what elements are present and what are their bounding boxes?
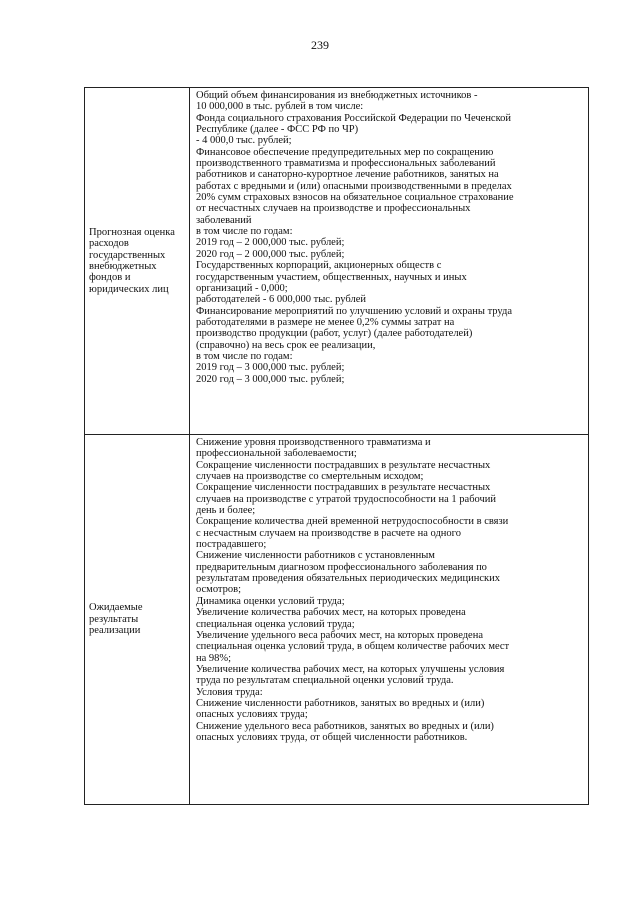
label-cell: [85, 88, 190, 435]
text-line: профессиональной заболеваемости;: [196, 448, 357, 460]
content-cell: [190, 88, 589, 435]
text-line: - 4 000,0 тыс. рублей;: [196, 135, 292, 147]
text-line: день и более;: [196, 505, 256, 517]
row-label-forecast-expenses: Прогнозная оценка расходов государственных внебюджетных фондов и юридических лиц: [89, 226, 175, 295]
table-row-forecast-expenses: [85, 88, 589, 435]
text-line: организаций - 0,000;: [196, 282, 288, 294]
text-line: предварительным диагнозом профессионального заболевания по: [196, 561, 487, 573]
text-line: опасных условиях труда;: [196, 709, 308, 721]
text-line: труда по результатам специальной оценки условий труда.: [196, 675, 454, 687]
text-line: Сокращение количества дней временной нетрудоспособности в связи: [196, 516, 509, 528]
text-line: Увеличение удельного веса рабочих мест, на которых проведена: [196, 629, 483, 641]
text-line: работников и санаторно-курортное лечение работников, занятых на: [196, 169, 499, 181]
label-cell: [85, 435, 190, 805]
row-label-expected-results: Ожидаемые результаты реализации: [89, 602, 143, 637]
text-line: 2019 год – 2 000,000 тыс. рублей;: [196, 237, 345, 249]
text-line: Динамика оценки условий труда;: [196, 595, 345, 607]
text-line: 2020 год – 3 000,000 тыс. рублей;: [196, 373, 345, 385]
funding-text: [190, 88, 588, 389]
text-line: Снижение уровня производственного травматизма и: [196, 437, 431, 448]
text-line: специальная оценка условий труда;: [196, 618, 355, 630]
text-line: Фонда социального страхования Российской Федерации по Чеченской: [196, 112, 512, 124]
table-row-expected-results: [85, 435, 589, 805]
text-line: Государственных корпораций, акционерных обществ с: [196, 260, 442, 272]
text-line: Финансирование мероприятий по улучшению условий и охраны труда: [196, 305, 513, 317]
text-line: от несчастных случаев на производстве и профессиональных: [196, 203, 471, 215]
text-line: пострадавшего;: [196, 539, 267, 551]
text-line: Общий объем финансирования из внебюджетных источников -: [196, 90, 478, 101]
text-line: Снижение численности работников с установленным: [196, 550, 435, 562]
text-line: Республике (далее - ФСС РФ по ЧР): [196, 124, 359, 136]
text-line: с несчастным случаем на производстве в расчете на одного: [196, 527, 461, 539]
text-line: опасных условиях труда, от общей численности работников.: [196, 731, 468, 743]
text-line: работодателей - 6 000,000 тыс. рублей: [196, 294, 367, 306]
text-line: государственным участием, общественных, научных и иных: [196, 271, 467, 283]
text-line: Увеличение количества рабочих мест, на которых проведена: [196, 607, 466, 619]
text-line: в том числе по годам:: [196, 226, 293, 238]
text-line: Условия труда:: [196, 686, 263, 698]
text-line: 20% сумм страховых взносов на обязательное социальное страхование: [196, 192, 514, 204]
text-line: случаев на производстве с утратой трудоспособности на 1 рабочий: [196, 493, 497, 505]
text-line: работах с вредными и (или) опасными производственными в пределах: [196, 180, 512, 192]
text-line: работодателями в размере не менее 0,2% суммы затрат на: [196, 316, 455, 328]
program-passport-table: [84, 87, 589, 805]
text-line: Увеличение количества рабочих мест, на которых улучшены условия: [196, 663, 505, 675]
text-line: Сокращение численности пострадавших в результате несчастных: [196, 459, 491, 471]
text-line: производство продукции (работ, услуг) (далее работодателей): [196, 328, 473, 340]
text-line: 2020 год – 2 000,000 тыс. рублей;: [196, 248, 345, 260]
page-number: 239: [311, 38, 329, 52]
text-line: на 98%;: [196, 652, 232, 664]
text-line: 10 000,000 в тыс. рублей в том числе:: [196, 101, 364, 113]
text-line: в том числе по годам:: [196, 350, 293, 362]
results-text: [190, 435, 588, 747]
text-line: (справочно) на весь срок ее реализации,: [196, 339, 376, 351]
text-line: осмотров;: [196, 584, 242, 596]
text-line: Сокращение численности пострадавших в результате несчастных: [196, 482, 491, 494]
content-cell: [190, 435, 589, 805]
text-line: заболеваний: [196, 214, 252, 226]
text-line: Снижение удельного веса работников, занятых во вредных и (или): [196, 720, 494, 732]
text-line: Финансовое обеспечение предупредительных мер по сокращению: [196, 146, 494, 158]
text-line: случаев на производстве со смертельным исходом;: [196, 471, 424, 483]
text-line: 2019 год – 3 000,000 тыс. рублей;: [196, 362, 345, 374]
text-line: результатам проведения обязательных периодических медицинских: [196, 573, 501, 585]
text-line: производственного травматизма и профессиональных заболеваний: [196, 158, 496, 170]
text-line: специальная оценка условий труда, в общем количестве рабочих мест: [196, 641, 510, 653]
text-line: Снижение численности работников, занятых во вредных и (или): [196, 697, 485, 709]
